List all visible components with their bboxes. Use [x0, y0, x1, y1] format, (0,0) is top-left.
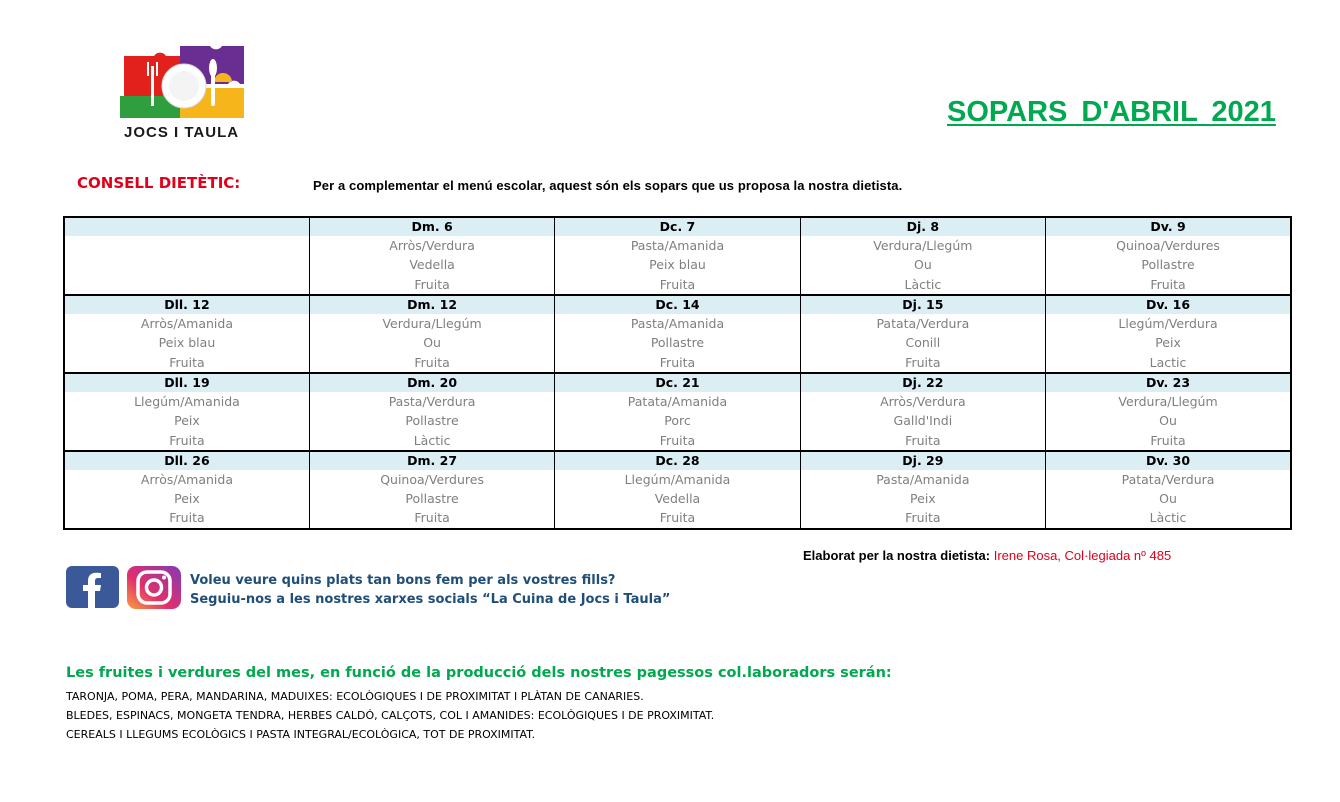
day-header: Dm. 27 [309, 451, 554, 470]
menu-item: Pasta/Verdura [309, 392, 554, 411]
menu-item: Pollastre [555, 333, 800, 352]
day-header: Dc. 7 [555, 217, 800, 236]
menu-item: Llegúm/Amanida [555, 470, 800, 489]
menu-item: Fruita [309, 508, 554, 528]
day-header: Dc. 28 [555, 451, 800, 470]
week-3-row-3 [64, 430, 1291, 450]
week-1-row-2 [64, 255, 1291, 274]
dietitian-credit [803, 548, 1171, 563]
fruits-line-2: BLEDES, ESPINACS, MONGETA TENDRA, HERBES CALDÓ, CALÇOTS, COL I AMANIDES: ECOLÒGIQUES I DE PROXIMITAT. [66, 709, 715, 722]
day-header: Dc. 14 [555, 295, 800, 314]
day-header: Dv. 16 [1046, 295, 1291, 314]
menu-item: Peix blau [555, 255, 800, 274]
week-4-header-row [64, 451, 1291, 470]
menu-item: Fruita [1046, 275, 1291, 295]
week-1-header-row [64, 217, 1291, 236]
social-line-1: Voleu veure quins plats tan bons fem per als vostres fills? [190, 573, 616, 588]
menu-item: Fruita [800, 508, 1045, 528]
fruits-line-1: TARONJA, POMA, PERA, MANDARINA, MADUIXES: ECOLÒGIQUES I DE PROXIMITAT I PLÀTAN DE CANARIES. [66, 690, 644, 703]
menu-item: Peix [1046, 333, 1291, 352]
menu-item: Vedella [555, 489, 800, 508]
menu-item: Vedella [309, 255, 554, 274]
menu-item: Fruita [800, 430, 1045, 450]
week-2-row-2 [64, 333, 1291, 352]
day-header: Dm. 20 [309, 373, 554, 392]
menu-item: Làctic [800, 275, 1045, 295]
menu-item: Pasta/Amanida [555, 314, 800, 333]
menu-item: Quinoa/Verdures [1046, 236, 1291, 255]
fruits-line-3: CEREALS I LLEGUMS ECOLÒGICS I PASTA INTEGRAL/ECOLÒGICA, TOT DE PROXIMITAT. [66, 728, 536, 741]
menu-item: Peix blau [64, 333, 309, 352]
menu-item: Ou [1046, 489, 1291, 508]
week-4-row-1 [64, 470, 1291, 489]
fruits-title: Les fruites i verdures del mes, en funció de la producció dels nostres pagessos col.laboradors serán: [66, 665, 892, 681]
menu-item [64, 275, 309, 295]
day-header: Dm. 12 [309, 295, 554, 314]
day-header [64, 217, 309, 236]
menu-item: Fruita [800, 352, 1045, 372]
day-header: Dj. 8 [800, 217, 1045, 236]
logo-text: JOCS I TAULA [124, 124, 240, 141]
menu-item: Peix [64, 411, 309, 430]
menu-item: Fruita [555, 275, 800, 295]
menu-item: Fruita [64, 352, 309, 372]
menu-item: Pasta/Amanida [800, 470, 1045, 489]
menu-item: Arròs/Amanida [64, 314, 309, 333]
menu-item: Làctic [309, 430, 554, 450]
menu-item: Patata/Verdura [800, 314, 1045, 333]
week-3-row-1 [64, 392, 1291, 411]
day-header: Dll. 19 [64, 373, 309, 392]
menu-item [64, 236, 309, 255]
menu-item: Verdura/Llegúm [309, 314, 554, 333]
menu-item: Fruita [64, 508, 309, 528]
menu-table [63, 216, 1292, 530]
week-2-row-3 [64, 352, 1291, 372]
week-2-row-1 [64, 314, 1291, 333]
menu-item: Fruita [309, 275, 554, 295]
menu-item: Lactic [1046, 352, 1291, 372]
menu-item [64, 255, 309, 274]
day-header: Dv. 30 [1046, 451, 1291, 470]
menu-item: Peix [800, 489, 1045, 508]
menu-item: Arròs/Verdura [800, 392, 1045, 411]
day-header: Dj. 15 [800, 295, 1045, 314]
menu-item: Pollastre [309, 411, 554, 430]
menu-item: Galld'Indi [800, 411, 1045, 430]
menu-item: Porc [555, 411, 800, 430]
day-header: Dll. 26 [64, 451, 309, 470]
page-title: SOPARS D'ABRIL 2021 [947, 96, 1276, 128]
day-header: Dj. 29 [800, 451, 1045, 470]
social-line-2: Seguiu-nos a les nostres xarxes socials “La Cuina de Jocs i Taula” [190, 592, 671, 607]
menu-item: Fruita [555, 430, 800, 450]
menu-item: Fruita [64, 430, 309, 450]
consell-label: CONSELL DIETÈTIC: [77, 174, 241, 192]
menu-item: Pollastre [309, 489, 554, 508]
menu-item: Verdura/Llegúm [1046, 392, 1291, 411]
instagram-icon[interactable] [127, 566, 181, 609]
menu-item: Pollastre [1046, 255, 1291, 274]
menu-item: Peix [64, 489, 309, 508]
menu-item: Patata/Verdura [1046, 470, 1291, 489]
week-4-row-3 [64, 508, 1291, 528]
week-1-row-1 [64, 236, 1291, 255]
fruits-list [66, 687, 714, 744]
menu-item: Patata/Amanida [555, 392, 800, 411]
menu-item: Arròs/Verdura [309, 236, 554, 255]
day-header: Dv. 9 [1046, 217, 1291, 236]
menu-item: Fruita [555, 352, 800, 372]
menu-item: Llegúm/Verdura [1046, 314, 1291, 333]
week-3-header-row [64, 373, 1291, 392]
menu-item: Ou [800, 255, 1045, 274]
week-2-header-row [64, 295, 1291, 314]
menu-item: Fruita [555, 508, 800, 528]
day-header: Dc. 21 [555, 373, 800, 392]
consell-text: Per a complementar el menú escolar, aquest són els sopars que us proposa la nostra dietista. [313, 178, 903, 193]
menu-item: Ou [309, 333, 554, 352]
day-header: Dj. 22 [800, 373, 1045, 392]
menu-item: Verdura/Llegúm [800, 236, 1045, 255]
menu-item: Quinoa/Verdures [309, 470, 554, 489]
menu-item: Conill [800, 333, 1045, 352]
week-3-row-2 [64, 411, 1291, 430]
dietitian-label: Elaborat per la nostra dietista: [803, 548, 991, 563]
menu-item: Fruita [1046, 430, 1291, 450]
menu-item: Làctic [1046, 508, 1291, 528]
facebook-icon[interactable] [66, 566, 119, 608]
day-header: Dm. 6 [309, 217, 554, 236]
menu-item: Ou [1046, 411, 1291, 430]
menu-item: Fruita [309, 352, 554, 372]
week-1-row-3 [64, 275, 1291, 295]
dietitian-name: Irene Rosa, Col·legiada nº 485 [990, 548, 1172, 563]
day-header: Dll. 12 [64, 295, 309, 314]
social-text [190, 571, 670, 609]
week-4-row-2 [64, 489, 1291, 508]
day-header: Dv. 23 [1046, 373, 1291, 392]
menu-item: Arròs/Amanida [64, 470, 309, 489]
menu-item: Llegúm/Amanida [64, 392, 309, 411]
menu-item: Pasta/Amanida [555, 236, 800, 255]
